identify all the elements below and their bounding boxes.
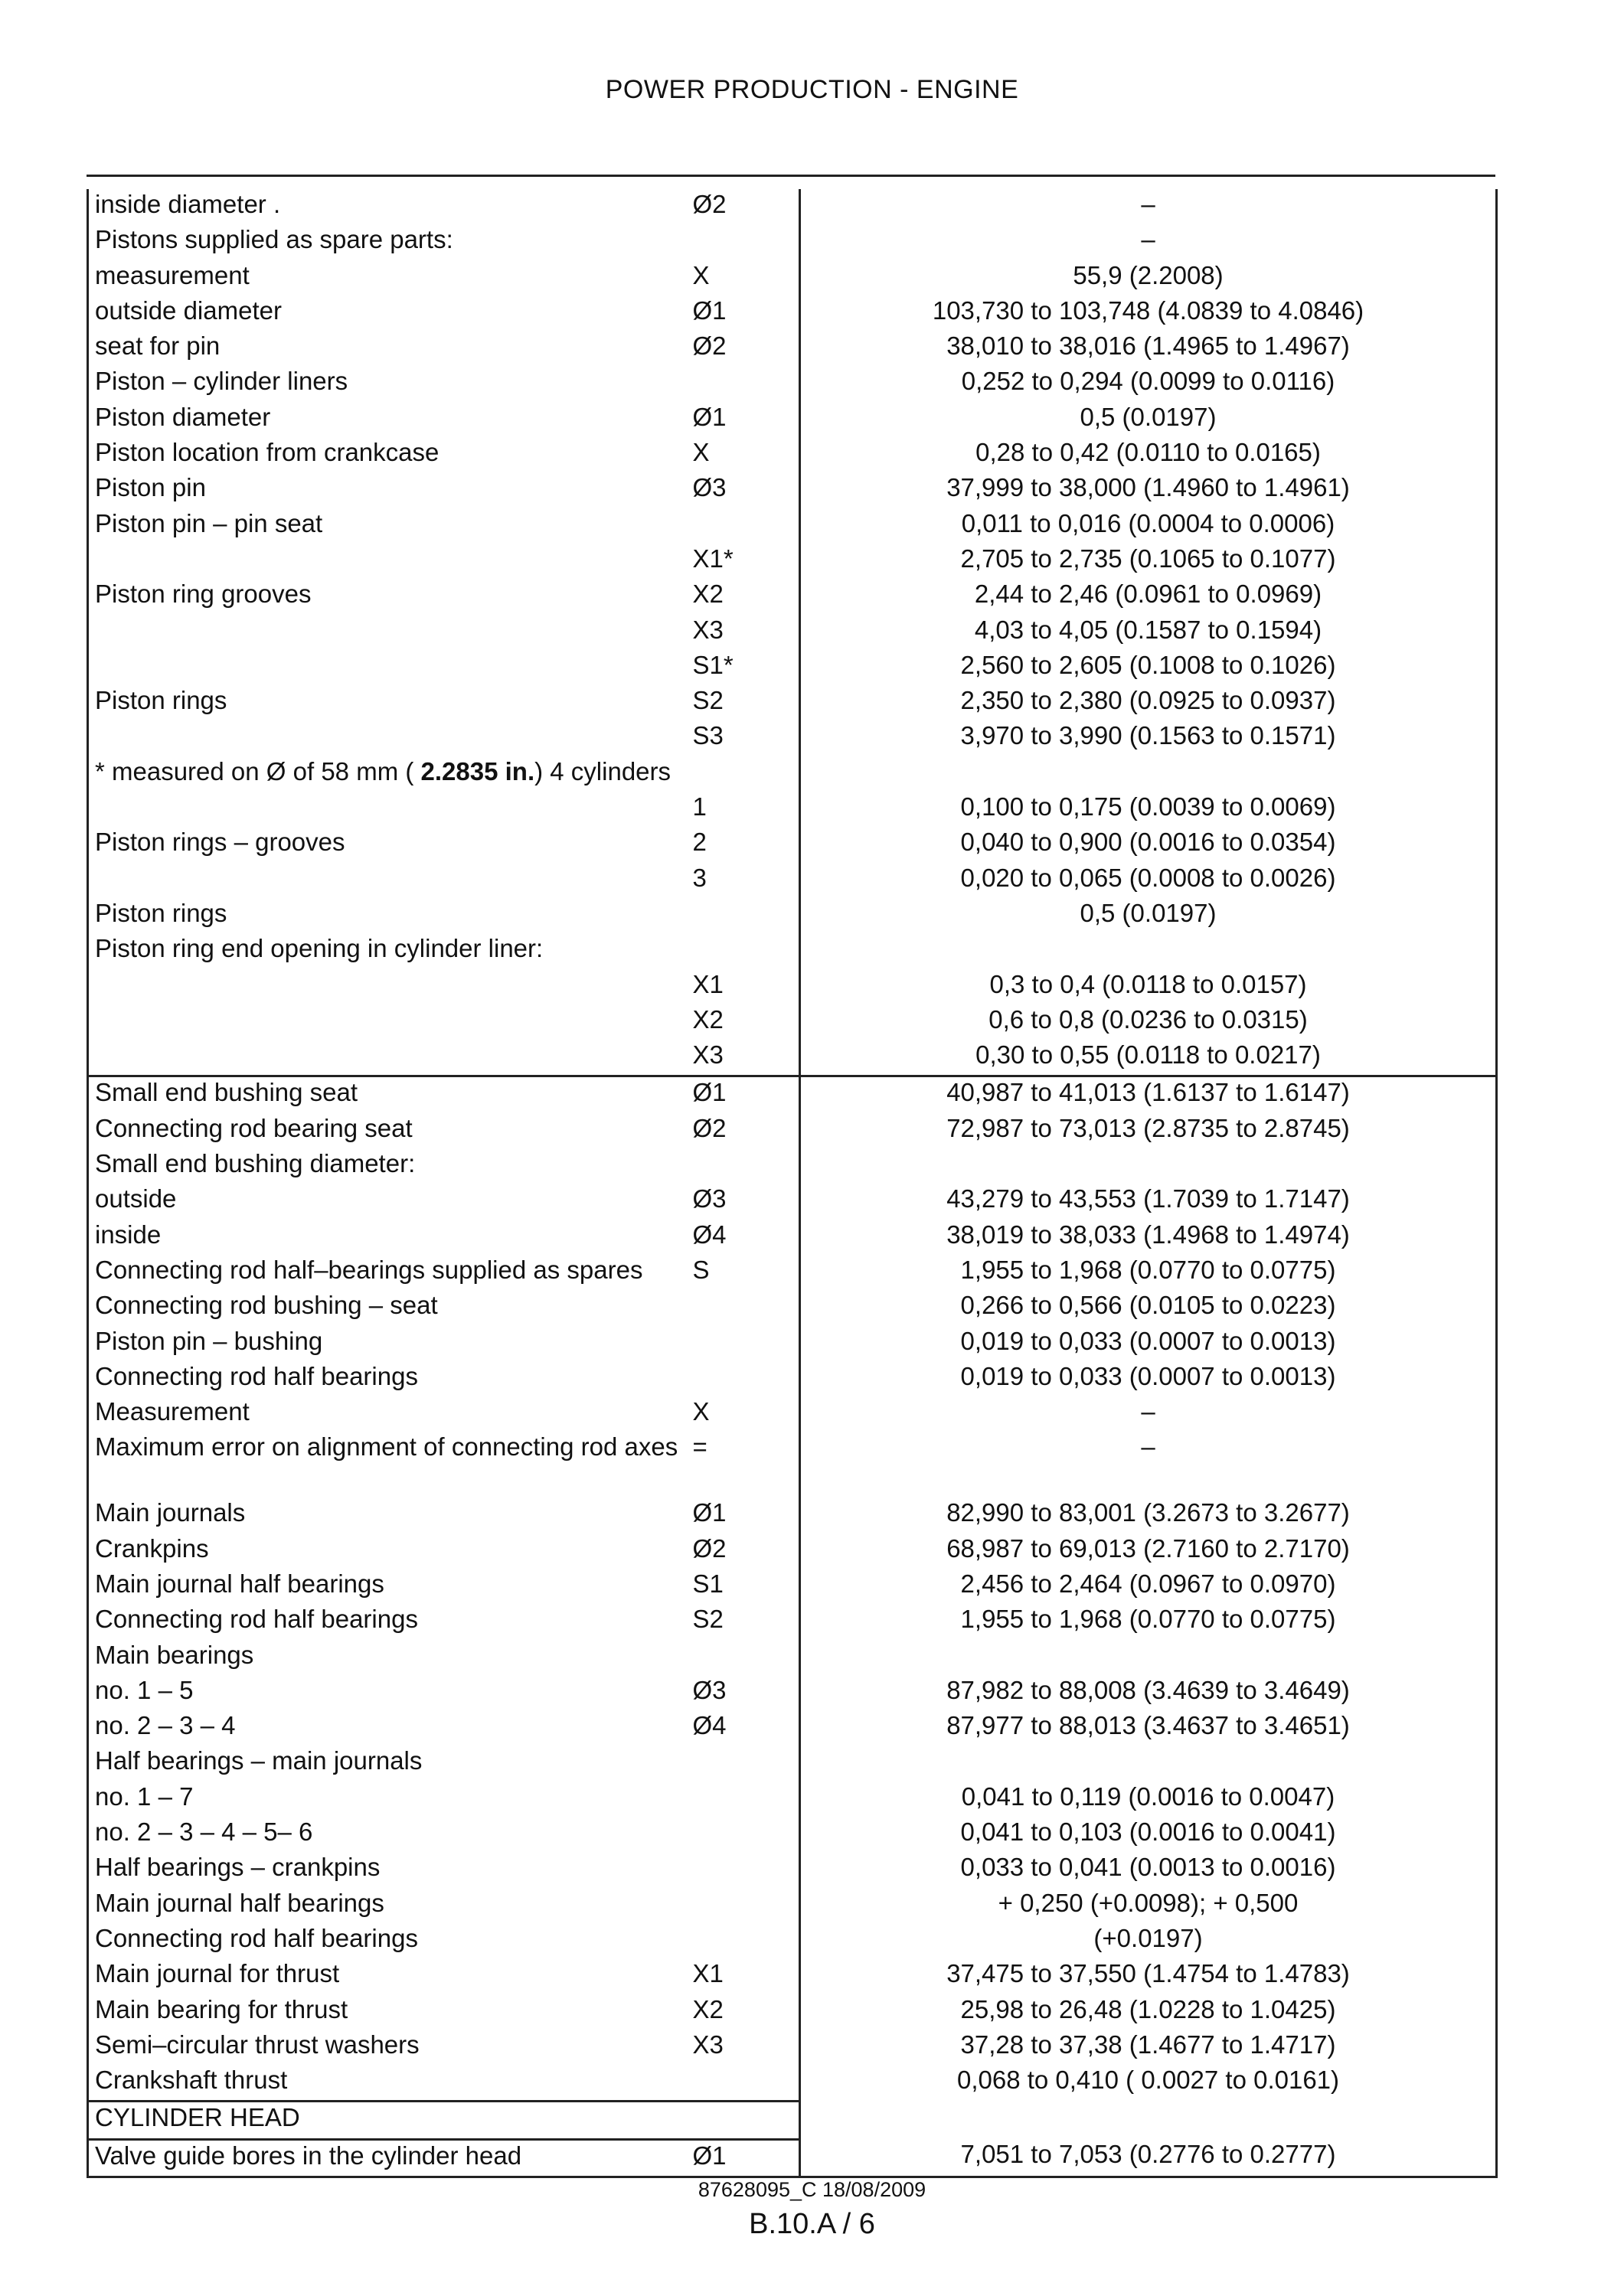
row-symbol: Ø3 xyxy=(692,1675,727,1704)
row-description xyxy=(88,863,693,898)
row-description: Measurement xyxy=(95,1397,250,1426)
row-description xyxy=(88,544,693,579)
row-description: Small end bushing diameter: xyxy=(95,1149,416,1178)
row-symbol: X2 xyxy=(692,1994,724,2023)
row-symbol: S xyxy=(692,1255,710,1284)
table-row xyxy=(88,437,1497,472)
row-description xyxy=(88,1004,693,1040)
row-symbol: Ø1 xyxy=(692,296,727,325)
table-row xyxy=(88,1497,1497,1533)
row-symbol: X xyxy=(692,260,710,289)
row-value: 0,041 to 0,119 (0.0016 to 0.0047) xyxy=(800,1782,1497,1817)
row-value: – xyxy=(800,224,1497,260)
table-row xyxy=(88,1255,1497,1290)
row-value: 0,6 to 0,8 (0.0236 to 0.0315) xyxy=(800,1004,1497,1040)
row-symbol: S3 xyxy=(692,721,724,750)
row-value: 87,977 to 88,013 (3.4637 to 3.4651) xyxy=(800,1710,1497,1746)
row-value: 7,051 to 7,053 (0.2776 to 0.2777) xyxy=(800,2139,1497,2177)
table-row xyxy=(88,2030,1497,2065)
row-description: Piston ring end opening in cylinder liner: xyxy=(95,934,544,963)
row-value: – xyxy=(800,1396,1497,1432)
row-value: 2,44 to 2,46 (0.0961 to 0.0969) xyxy=(800,579,1497,614)
row-value: 2,560 to 2,605 (0.1008 to 0.1026) xyxy=(800,650,1497,685)
row-symbol: X3 xyxy=(692,1040,724,1070)
table-row xyxy=(88,898,1497,933)
row-symbol: Ø2 xyxy=(692,331,727,361)
footer-page-number: B.10.A / 6 xyxy=(749,2208,875,2240)
row-value: 38,019 to 38,033 (1.4968 to 1.4974) xyxy=(800,1220,1497,1255)
row-value: 1,955 to 1,968 (0.0770 to 0.0775) xyxy=(800,1604,1497,1639)
table-row xyxy=(88,1888,1497,1923)
table-row xyxy=(88,1604,1497,1639)
row-symbol: Ø1 xyxy=(692,402,727,431)
table-row xyxy=(88,1533,1497,1569)
table-row xyxy=(88,1710,1497,1746)
table-row xyxy=(88,1852,1497,1887)
row-description: Main journals xyxy=(95,1498,246,1527)
row-symbol: Ø1 xyxy=(693,1076,800,1113)
row-description xyxy=(88,650,693,685)
row-value: 0,5 (0.0197) xyxy=(800,898,1497,933)
row-symbol xyxy=(693,224,800,260)
table-row xyxy=(88,2065,1497,2102)
row-value: 0,5 (0.0197) xyxy=(800,402,1497,437)
row-symbol: S1 xyxy=(692,1569,724,1598)
row-value: 0,019 to 0,033 (0.0007 to 0.0013) xyxy=(800,1326,1497,1361)
row-description: Main bearing for thrust xyxy=(95,1994,348,2023)
row-value: 0,100 to 0,175 (0.0039 to 0.0069) xyxy=(800,792,1497,827)
table-row xyxy=(88,863,1497,898)
table-row xyxy=(88,1923,1497,1958)
row-value: 0,30 to 0,55 (0.0118 to 0.0217) xyxy=(800,1040,1497,1076)
row-symbol: X3 xyxy=(692,2030,724,2059)
row-description: inside xyxy=(95,1220,162,1249)
row-value xyxy=(800,1148,1497,1184)
row-symbol xyxy=(693,2065,800,2102)
table-row xyxy=(88,1040,1497,1076)
row-description: measurement xyxy=(95,260,250,289)
row-value: 0,3 to 0,4 (0.0118 to 0.0157) xyxy=(800,969,1497,1004)
row-description: Crankshaft thrust xyxy=(95,2066,288,2095)
row-value: 3,970 to 3,990 (0.1563 to 0.1571) xyxy=(800,720,1497,756)
table-row xyxy=(88,472,1497,508)
footnote-bold-value: 2.2835 in. xyxy=(420,756,535,785)
row-description: Valve guide bores in the cylinder head xyxy=(88,2139,693,2177)
row-value: – xyxy=(800,1432,1497,1497)
row-symbol xyxy=(693,933,800,968)
row-value: + 0,250 (+0.0098); + 0,500 xyxy=(800,1888,1497,1923)
table-row xyxy=(88,508,1497,544)
row-symbol: X1 xyxy=(692,1959,724,1988)
row-value: 0,033 to 0,041 (0.0013 to 0.0016) xyxy=(800,1852,1497,1887)
table-row xyxy=(88,792,1497,827)
row-value: 43,279 to 43,553 (1.7039 to 1.7147) xyxy=(800,1184,1497,1219)
row-symbol: 3 xyxy=(692,863,707,892)
table-row xyxy=(88,1148,1497,1184)
row-description: Main journal for thrust xyxy=(95,1959,340,1988)
row-value xyxy=(800,933,1497,968)
row-symbol xyxy=(693,1782,800,1817)
row-symbol: Ø4 xyxy=(692,1220,727,1249)
row-value: 37,28 to 37,38 (1.4677 to 1.4717) xyxy=(800,2030,1497,2065)
row-value: (+0.0197) xyxy=(800,1923,1497,1958)
row-value: 4,03 to 4,05 (0.1587 to 0.1594) xyxy=(800,615,1497,650)
row-symbol: 2 xyxy=(692,828,707,857)
row-symbol: X1 xyxy=(692,969,724,998)
row-symbol xyxy=(693,508,800,544)
row-description xyxy=(88,615,693,650)
row-symbol: X2 xyxy=(692,580,724,609)
row-symbol: Ø2 xyxy=(692,1533,727,1563)
row-description: Connecting rod bearing seat xyxy=(95,1113,413,1142)
row-value xyxy=(800,1640,1497,1675)
row-symbol xyxy=(693,2102,800,2139)
row-description: Main bearings xyxy=(95,1640,254,1669)
row-description: Piston – cylinder liners xyxy=(95,367,348,396)
row-description: Maximum error on alignment of connecting rod axes xyxy=(95,1432,678,1462)
spec-table xyxy=(87,189,1498,2178)
row-description: Piston pin – pin seat xyxy=(95,508,323,537)
row-symbol: Ø2 xyxy=(692,1113,727,1142)
row-description: Main journal half bearings xyxy=(95,1888,384,1917)
table-row xyxy=(88,1675,1497,1710)
table-row xyxy=(88,1569,1497,1604)
row-symbol xyxy=(693,1290,800,1325)
row-symbol xyxy=(693,1361,800,1396)
row-description: Connecting rod half bearings xyxy=(95,1605,418,1634)
row-description: Piston pin – bushing xyxy=(95,1326,323,1355)
row-symbol xyxy=(693,1746,800,1781)
row-description: no. 2 – 3 – 4 xyxy=(95,1711,236,1740)
table-row xyxy=(88,615,1497,650)
row-symbol: 1 xyxy=(692,792,707,821)
row-description: Connecting rod half–bearings supplied as spares xyxy=(95,1255,643,1284)
row-description: Piston rings xyxy=(95,898,227,927)
row-value: 37,475 to 37,550 (1.4754 to 1.4783) xyxy=(800,1958,1497,1994)
row-description: CYLINDER HEAD xyxy=(88,2102,693,2139)
row-symbol: Ø3 xyxy=(692,473,727,502)
row-symbol: X3 xyxy=(692,615,724,644)
row-symbol: Ø1 xyxy=(693,2139,800,2177)
row-symbol: S1* xyxy=(692,650,734,679)
row-description: inside diameter . xyxy=(95,190,281,218)
row-symbol: S2 xyxy=(692,686,724,715)
top-rule xyxy=(87,175,1495,177)
row-value: 0,020 to 0,065 (0.0008 to 0.0026) xyxy=(800,863,1497,898)
table-row xyxy=(88,224,1497,260)
footnote-cell xyxy=(88,756,800,792)
table-row xyxy=(88,1326,1497,1361)
footnote-row xyxy=(88,756,1497,792)
table-row xyxy=(88,933,1497,968)
table-row xyxy=(88,1994,1497,2030)
table-row xyxy=(88,1958,1497,1994)
row-value: 0,040 to 0,900 (0.0016 to 0.0354) xyxy=(800,827,1497,862)
table-row xyxy=(88,685,1497,720)
row-value xyxy=(800,1746,1497,1781)
row-value: 38,010 to 38,016 (1.4965 to 1.4967) xyxy=(800,331,1497,366)
table-row xyxy=(88,1113,1497,1148)
row-value: 0,019 to 0,033 (0.0007 to 0.0013) xyxy=(800,1361,1497,1396)
row-value: 0,041 to 0,103 (0.0016 to 0.0041) xyxy=(800,1817,1497,1852)
row-value: – xyxy=(800,189,1497,224)
row-description: Piston rings – grooves xyxy=(95,828,345,857)
row-value: 72,987 to 73,013 (2.8735 to 2.8745) xyxy=(800,1113,1497,1148)
row-value: 25,98 to 26,48 (1.0228 to 1.0425) xyxy=(800,1994,1497,2030)
row-value: 37,999 to 38,000 (1.4960 to 1.4961) xyxy=(800,472,1497,508)
row-symbol: X xyxy=(692,1397,710,1426)
table-row xyxy=(88,1640,1497,1675)
row-description: Small end bushing seat xyxy=(88,1076,693,1113)
table-row xyxy=(88,1817,1497,1852)
row-symbol: = xyxy=(692,1432,707,1462)
row-description: Piston ring grooves xyxy=(95,580,312,609)
row-value: 55,9 (2.2008) xyxy=(800,260,1497,296)
table-row xyxy=(88,1290,1497,1325)
row-description: Pistons supplied as spare parts: xyxy=(95,225,453,254)
row-description: outside xyxy=(95,1184,177,1213)
table-row xyxy=(88,1361,1497,1396)
row-value: 68,987 to 69,013 (2.7160 to 2.7170) xyxy=(800,1533,1497,1569)
footnote-suffix: ) 4 cylinders xyxy=(534,756,671,785)
row-symbol: X1* xyxy=(692,544,734,573)
row-description: Connecting rod half bearings xyxy=(95,1361,418,1390)
row-symbol: Ø4 xyxy=(692,1711,727,1740)
table-row xyxy=(88,579,1497,614)
table-row xyxy=(88,1184,1497,1219)
row-description: seat for pin xyxy=(95,331,221,361)
row-symbol xyxy=(693,1852,800,1887)
row-value: 0,28 to 0,42 (0.0110 to 0.0165) xyxy=(800,437,1497,472)
row-value: 0,068 to 0,410 ( 0.0027 to 0.0161) xyxy=(800,2065,1497,2102)
row-symbol xyxy=(693,1817,800,1852)
row-value: 2,350 to 2,380 (0.0925 to 0.0937) xyxy=(800,685,1497,720)
row-symbol: Ø3 xyxy=(692,1184,727,1213)
page-header-title: POWER PRODUCTION - ENGINE xyxy=(605,75,1019,104)
table-row xyxy=(88,402,1497,437)
table-row xyxy=(88,720,1497,756)
table-row xyxy=(88,1004,1497,1040)
table-row xyxy=(88,1432,1497,1497)
row-symbol xyxy=(693,1888,800,1923)
row-description: Connecting rod half bearings xyxy=(95,1923,418,1952)
row-value xyxy=(800,2102,1497,2139)
row-symbol: S2 xyxy=(692,1605,724,1634)
row-symbol: Ø1 xyxy=(692,1498,727,1527)
row-value: 0,252 to 0,294 (0.0099 to 0.0116) xyxy=(800,366,1497,401)
footnote-value-cell xyxy=(800,756,1497,792)
row-symbol: X xyxy=(692,438,710,467)
row-description: Piston pin xyxy=(95,473,206,502)
table-row xyxy=(88,2102,1497,2139)
row-description: Half bearings – crankpins xyxy=(95,1853,381,1882)
row-value: 1,955 to 1,968 (0.0770 to 0.0775) xyxy=(800,1255,1497,1290)
row-description: Main journal half bearings xyxy=(95,1569,384,1598)
footer-doc-code: 87628095_C 18/08/2009 xyxy=(698,2178,926,2201)
row-description xyxy=(88,792,693,827)
row-symbol: X2 xyxy=(692,1004,724,1034)
row-description: no. 1 – 7 xyxy=(95,1782,194,1811)
table-row xyxy=(88,260,1497,296)
row-symbol xyxy=(693,898,800,933)
row-description xyxy=(88,969,693,1004)
row-description: Semi–circular thrust washers xyxy=(95,2030,420,2059)
row-description: outside diameter xyxy=(95,296,282,325)
table-row xyxy=(88,544,1497,579)
table-row xyxy=(88,650,1497,685)
table-row xyxy=(88,1396,1497,1432)
row-symbol xyxy=(693,1923,800,1958)
table-row xyxy=(88,189,1497,224)
table-row xyxy=(88,1782,1497,1817)
spec-table-body xyxy=(88,189,1497,2177)
row-description: Piston diameter xyxy=(95,402,271,431)
row-description xyxy=(88,1040,693,1076)
table-row xyxy=(88,969,1497,1004)
row-description: Piston rings xyxy=(95,686,227,715)
row-description: Piston location from crankcase xyxy=(95,438,439,467)
table-row xyxy=(88,827,1497,862)
row-description: Half bearings – main journals xyxy=(95,1746,423,1775)
row-value: 2,705 to 2,735 (0.1065 to 0.1077) xyxy=(800,544,1497,579)
row-description: Crankpins xyxy=(95,1533,209,1563)
row-value: 87,982 to 88,008 (3.4639 to 3.4649) xyxy=(800,1675,1497,1710)
row-symbol xyxy=(693,366,800,401)
row-value: 0,011 to 0,016 (0.0004 to 0.0006) xyxy=(800,508,1497,544)
row-value: 103,730 to 103,748 (4.0839 to 4.0846) xyxy=(800,296,1497,331)
table-row xyxy=(88,1746,1497,1781)
table-row xyxy=(88,366,1497,401)
table-row xyxy=(88,331,1497,366)
row-symbol xyxy=(693,1326,800,1361)
table-row xyxy=(88,1076,1497,1113)
row-value: 0,266 to 0,566 (0.0105 to 0.0223) xyxy=(800,1290,1497,1325)
row-description: no. 2 – 3 – 4 – 5– 6 xyxy=(95,1818,313,1847)
row-symbol: Ø2 xyxy=(692,190,727,218)
row-description xyxy=(88,720,693,756)
footnote-prefix: * measured on Ø of 58 mm ( xyxy=(95,756,421,785)
row-value: 2,456 to 2,464 (0.0967 to 0.0970) xyxy=(800,1569,1497,1604)
row-symbol xyxy=(693,1640,800,1675)
row-symbol xyxy=(693,1148,800,1184)
row-value: 40,987 to 41,013 (1.6137 to 1.6147) xyxy=(800,1076,1497,1113)
table-row xyxy=(88,1220,1497,1255)
table-row xyxy=(88,296,1497,331)
row-description: Connecting rod bushing – seat xyxy=(95,1291,438,1320)
table-row xyxy=(88,2139,1497,2177)
row-value: 82,990 to 83,001 (3.2673 to 3.2677) xyxy=(800,1497,1497,1533)
row-description: no. 1 – 5 xyxy=(95,1675,194,1704)
